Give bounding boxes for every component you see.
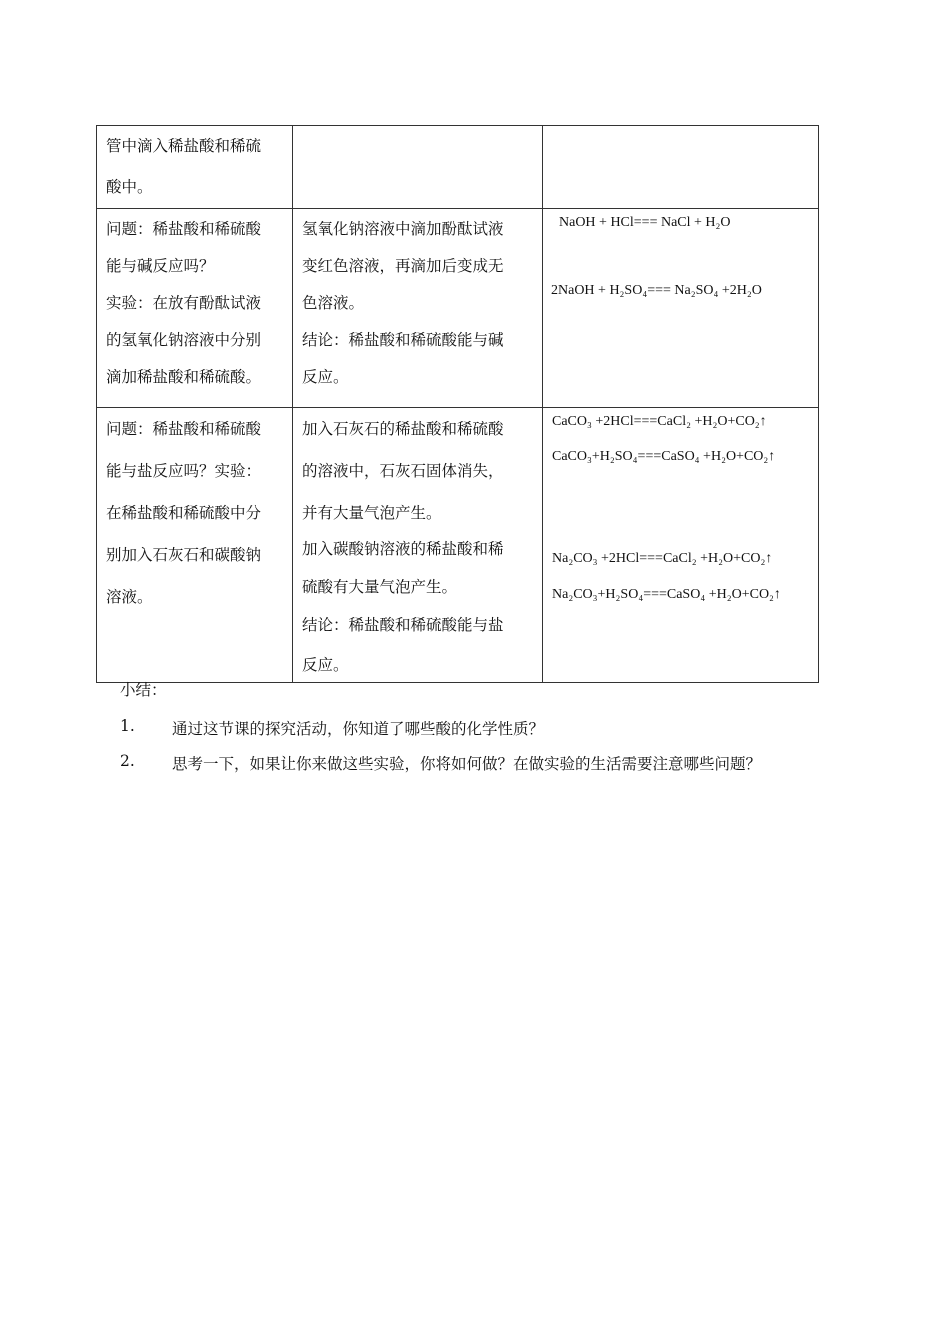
cell-line: 在稀盐酸和稀硫酸中分 [106, 504, 262, 522]
experiment-table [96, 125, 819, 683]
cell-line: 溶液。 [106, 588, 153, 606]
cell-line: 的溶液中，石灰石固体消失， [302, 462, 504, 480]
table-cell [97, 209, 293, 408]
question-text: 思考一下，如果让你来做这些实验，你将如何做？在做实验的生活需要注意哪些问题？ [172, 755, 762, 773]
cell-line: 反应。 [302, 368, 349, 386]
equation: 2NaOH + H₂SO₄=== Na₂SO₄ +2H₂O [551, 283, 762, 298]
cell-line: 问题：稀盐酸和稀硫酸 [106, 420, 262, 438]
question-text: 通过这节课的探究活动，你知道了哪些酸的化学性质？ [172, 720, 545, 738]
table-row [97, 408, 819, 683]
cell-line: 酸中。 [106, 178, 153, 196]
cell-line: 氢氧化钠溶液中滴加酚酞试液 [302, 220, 504, 238]
cell-line: 色溶液。 [302, 294, 365, 312]
cell-line: 能与碱反应吗？ [106, 257, 215, 275]
cell-line: 实验：在放有酚酞试液 [106, 294, 262, 312]
equation: CaCO₃ +2HCl===CaCl₂ +H₂O+CO₂↑ [552, 414, 767, 429]
cell-line: 反应。 [302, 656, 349, 674]
equation: Na₂CO₃ +2HCl===CaCl₂ +H₂O+CO₂↑ [552, 551, 773, 566]
cell-line: 结论：稀盐酸和稀硫酸能与盐 [302, 616, 504, 634]
cell-line: 并有大量气泡产生。 [302, 504, 442, 522]
equation: CaCO₃+H₂SO₄===CaSO₄ +H₂O+CO₂↑ [552, 449, 776, 464]
table-row [97, 126, 819, 209]
cell-line: 结论：稀盐酸和稀硫酸能与碱 [302, 331, 504, 349]
table-cell [97, 126, 293, 209]
question-number: 2. [120, 752, 135, 770]
table-cell [543, 408, 819, 683]
table-row [97, 209, 819, 408]
table-cell [293, 126, 543, 209]
equation: Na₂CO₃+H₂SO₄===CaSO₄ +H₂O+CO₂↑ [552, 587, 781, 602]
table-cell [293, 209, 543, 408]
equation: NaOH + HCl=== NaCl + H₂O [559, 215, 731, 230]
table-cell [97, 408, 293, 683]
cell-line: 滴加稀盐酸和稀硫酸。 [106, 368, 262, 386]
cell-line: 加入碳酸钠溶液的稀盐酸和稀 [302, 540, 504, 558]
table-cell [543, 209, 819, 408]
cell-line: 问题：稀盐酸和稀硫酸 [106, 220, 262, 238]
table-cell [543, 126, 819, 209]
cell-line: 别加入石灰石和碳酸钠 [106, 546, 262, 564]
cell-line: 管中滴入稀盐酸和稀硫 [106, 137, 262, 155]
question-number: 1. [120, 717, 135, 735]
table-cell [293, 408, 543, 683]
cell-line: 硫酸有大量气泡产生。 [302, 578, 458, 596]
cell-line: 加入石灰石的稀盐酸和稀硫酸 [302, 420, 504, 438]
summary-title: 小结： [120, 681, 167, 699]
cell-line: 能与盐反应吗？实验： [106, 462, 262, 480]
cell-line: 的氢氧化钠溶液中分别 [106, 331, 262, 349]
cell-line: 变红色溶液，再滴加后变成无 [302, 257, 504, 275]
